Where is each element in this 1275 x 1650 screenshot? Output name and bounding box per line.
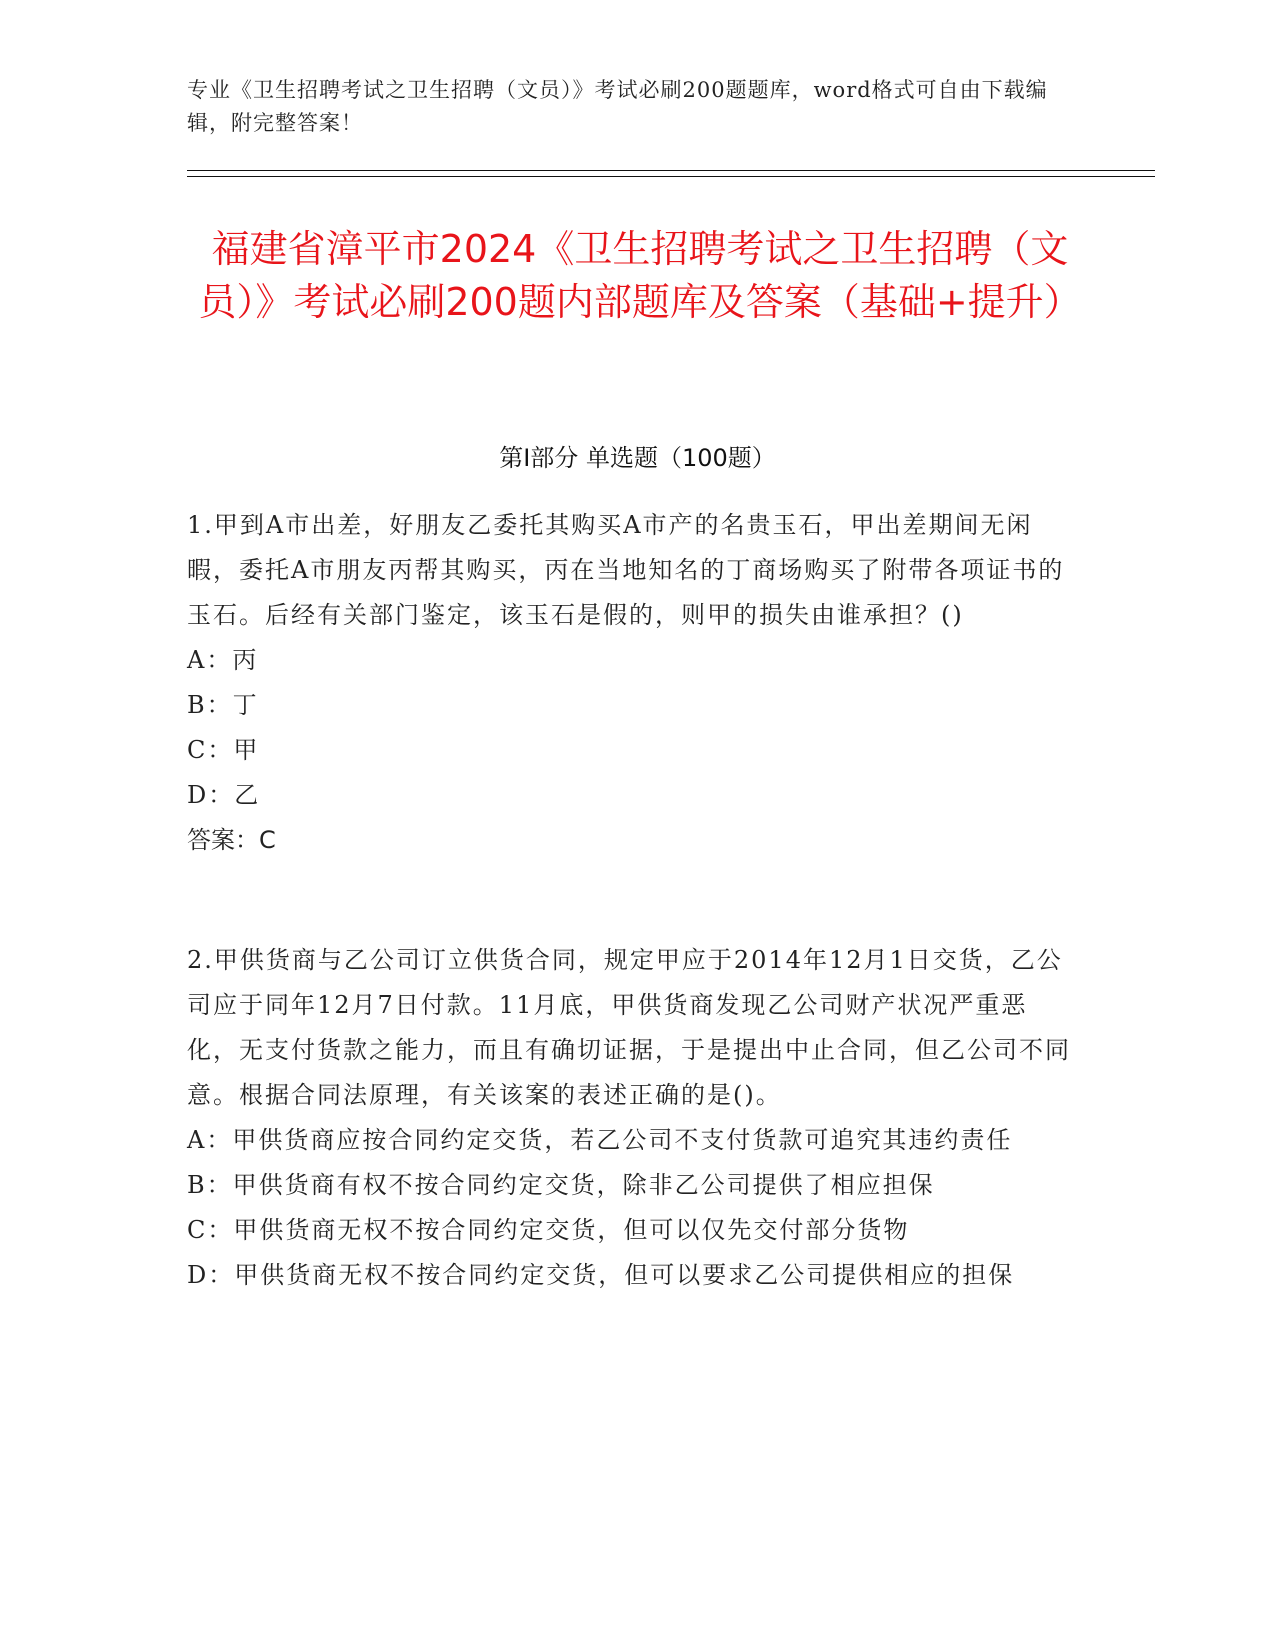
header-rule-bottom xyxy=(187,176,1155,177)
option-c: C：甲 xyxy=(187,736,260,764)
header-note: 专业《卫生招聘考试之卫生招聘（文员）》考试必刷200题题库，word格式可自由下载编辑，附完整答案！ xyxy=(187,78,1048,135)
document-title: 福建省漳平市2024《卫生招聘考试之卫生招聘（文员）》考试必刷200题内部题库及答案（基础+提升） xyxy=(198,227,1082,324)
option-b: B：丁 xyxy=(187,691,259,719)
option-a: A：甲供货商应按合同约定交货，若乙公司不支付货款可追究其违约责任 xyxy=(187,1126,1013,1154)
option-d: D：甲供货商无权不按合同约定交货，但可以要求乙公司提供相应的担保 xyxy=(187,1261,1015,1289)
option-c: C：甲供货商无权不按合同约定交货，但可以仅先交付部分货物 xyxy=(187,1216,910,1244)
option-d: D：乙 xyxy=(187,781,261,809)
question-2 xyxy=(187,938,1077,1298)
question-stem: 1.甲到A市出差，好朋友乙委托其购买A市产的名贵玉石，甲出差期间无闲暇，委托A市朋友丙帮其购买，丙在当地知名的丁商场购买了附带各项证书的玉石。后经有关部门鉴定，该玉石是假的，则甲的损失由谁承担？() xyxy=(187,511,1065,629)
header-rule-top xyxy=(187,170,1155,171)
option-b: B：甲供货商有权不按合同约定交货，除非乙公司提供了相应担保 xyxy=(187,1171,935,1199)
option-a: A：丙 xyxy=(187,646,259,674)
question-stem: 2.甲供货商与乙公司订立供货合同，规定甲应于2014年12月1日交货，乙公司应于同年12月7日付款。11月底，甲供货商发现乙公司财产状况严重恶化，无支付货款之能力，而且有确切证据，于是提出中止合同，但乙公司不同意。根据合同法原理，有关该案的表述正确的是()。 xyxy=(187,946,1071,1109)
question-1 xyxy=(187,503,1077,863)
section-heading: 第Ⅰ部分 单选题（100题） xyxy=(499,444,776,472)
answer: 答案：C xyxy=(187,826,276,854)
